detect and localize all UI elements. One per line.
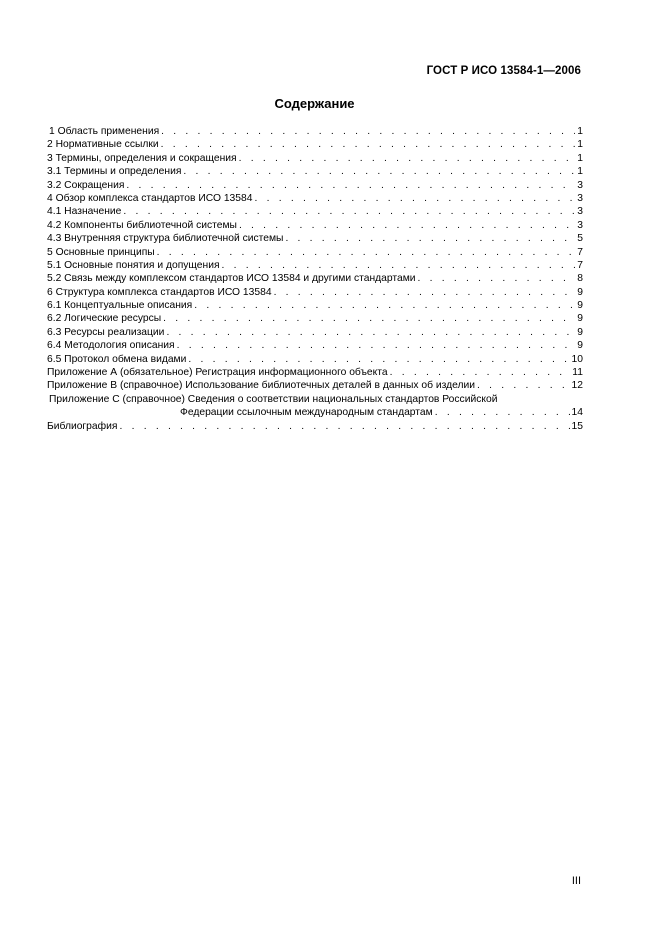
toc-entry[interactable] <box>47 165 583 178</box>
toc-entry-page: 11 <box>572 367 583 379</box>
toc-entry-annex-c[interactable] <box>47 406 583 419</box>
toc-entry-label: 2 Нормативные ссылки <box>47 139 159 151</box>
toc-entry-label: 4.1 Назначение <box>47 206 122 218</box>
toc-entry-label: 5 Основные принципы <box>47 246 155 258</box>
leader-dots <box>126 179 575 192</box>
toc-entry-label: 6 Структура комплекса стандартов ИСО 13584 <box>47 286 272 298</box>
page-number: III <box>571 875 581 887</box>
toc-entry[interactable] <box>47 366 583 379</box>
leader-dots <box>254 192 575 205</box>
toc-entry[interactable] <box>47 339 583 352</box>
toc-entry[interactable] <box>47 353 583 366</box>
document-code: ГОСТ Р ИСО 13584-1—2006 <box>426 65 581 77</box>
toc-entry-page: 1 <box>577 152 583 164</box>
toc-entry-label: Библиография <box>47 420 118 432</box>
toc-entry[interactable] <box>47 192 583 205</box>
toc-entry-page: 9 <box>577 300 583 312</box>
toc-entry[interactable] <box>47 286 583 299</box>
toc-entry-label: 4.2 Компоненты библиотечной системы <box>47 219 237 231</box>
toc-entry-label: 6.4 Методология описания <box>47 340 175 352</box>
toc-entry-page: 3 <box>577 219 583 231</box>
table-of-contents <box>47 125 583 433</box>
toc-entry[interactable] <box>47 179 583 192</box>
toc-entry-bibliography[interactable] <box>47 420 583 433</box>
leader-dots <box>123 205 575 218</box>
leader-dots <box>177 339 576 352</box>
leader-dots <box>285 232 575 245</box>
toc-entry-page: 8 <box>577 273 583 285</box>
leader-dots <box>119 420 569 433</box>
leader-dots <box>477 379 570 392</box>
toc-entry[interactable] <box>47 246 583 259</box>
toc-entry[interactable] <box>47 232 583 245</box>
toc-entry-page: 12 <box>571 380 583 392</box>
toc-entry-label: Федерации ссылочным международным стандартам <box>180 407 433 419</box>
toc-entry[interactable] <box>47 125 583 138</box>
leader-dots <box>239 219 575 232</box>
toc-entry[interactable] <box>47 138 583 151</box>
leader-dots <box>435 406 570 419</box>
toc-entry-page: 1 <box>577 166 583 178</box>
toc-entry[interactable] <box>47 205 583 218</box>
toc-entry-page: 1 <box>577 126 583 137</box>
toc-entry-label: 4 Обзор комплекса стандартов ИСО 13584 <box>47 192 253 204</box>
leader-dots <box>163 312 575 325</box>
toc-entry-page: 14 <box>571 407 583 419</box>
toc-entry[interactable] <box>47 272 583 285</box>
toc-entry-page: 9 <box>577 286 583 298</box>
toc-entry-label: 3 Термины, определения и сокращения <box>47 152 237 164</box>
toc-entry-label: 1 Область применения <box>49 126 160 137</box>
leader-dots <box>418 272 576 285</box>
toc-entry[interactable] <box>47 152 583 165</box>
toc-entry-label: 4.3 Внутренняя структура библиотечной системы <box>47 233 284 245</box>
leader-dots <box>222 259 576 272</box>
leader-dots <box>161 138 576 151</box>
toc-entry-label: 6.3 Ресурсы реализации <box>47 326 165 338</box>
leader-dots <box>239 152 576 165</box>
leader-dots <box>166 326 575 339</box>
toc-entry-page: 3 <box>577 179 583 191</box>
toc-entry-label: 6.5 Протокол обмена видами <box>47 353 187 365</box>
toc-entry-page: 7 <box>577 246 583 258</box>
toc-entry-label: 3.1 Термины и определения <box>47 166 182 178</box>
toc-title: Содержание <box>274 96 355 111</box>
toc-entry[interactable] <box>47 326 583 339</box>
toc-entry[interactable] <box>47 259 583 272</box>
leader-dots <box>274 286 576 299</box>
toc-entry-page: 1 <box>577 139 583 151</box>
leader-dots <box>161 125 575 138</box>
toc-entry-label: 6.2 Логические ресурсы <box>47 313 162 325</box>
toc-entry-label: Приложение В (справочное) Использование библиотечных деталей в данных об изделии <box>47 380 476 392</box>
toc-entry-page: 15 <box>571 420 583 432</box>
toc-entry-page: 3 <box>577 192 583 204</box>
toc-entry-page: 5 <box>577 233 583 245</box>
toc-entry-page: 3 <box>577 206 583 218</box>
leader-dots <box>194 299 575 312</box>
toc-entry-page: 7 <box>577 259 583 271</box>
toc-entry[interactable] <box>47 219 583 232</box>
toc-entry-page: 9 <box>577 313 583 325</box>
leader-dots <box>188 353 569 366</box>
toc-entry-page: 9 <box>577 326 583 338</box>
toc-entry-label: 5.1 Основные понятия и допущения <box>47 259 220 271</box>
toc-entry[interactable] <box>47 312 583 325</box>
toc-entry-label: 6.1 Концептуальные описания <box>47 300 193 312</box>
toc-entry-label: Приложение А (обязательное) Регистрация информационного объекта <box>47 367 388 379</box>
toc-entry-annex-c-line1[interactable]: Приложение С (справочное) Сведения о соответствии национальных стандартов Российской <box>49 393 498 405</box>
toc-entry[interactable] <box>47 379 583 392</box>
leader-dots <box>390 366 571 379</box>
toc-entry-page: 9 <box>577 340 583 352</box>
leader-dots <box>183 165 575 178</box>
toc-entry-label: 5.2 Связь между комплексом стандартов ИСО 13584 и другими стандартами <box>47 273 416 285</box>
toc-entry-label: 3.2 Сокращения <box>47 179 125 191</box>
toc-entry-page: 10 <box>571 353 583 365</box>
toc-entry[interactable] <box>47 299 583 312</box>
leader-dots <box>157 246 576 259</box>
